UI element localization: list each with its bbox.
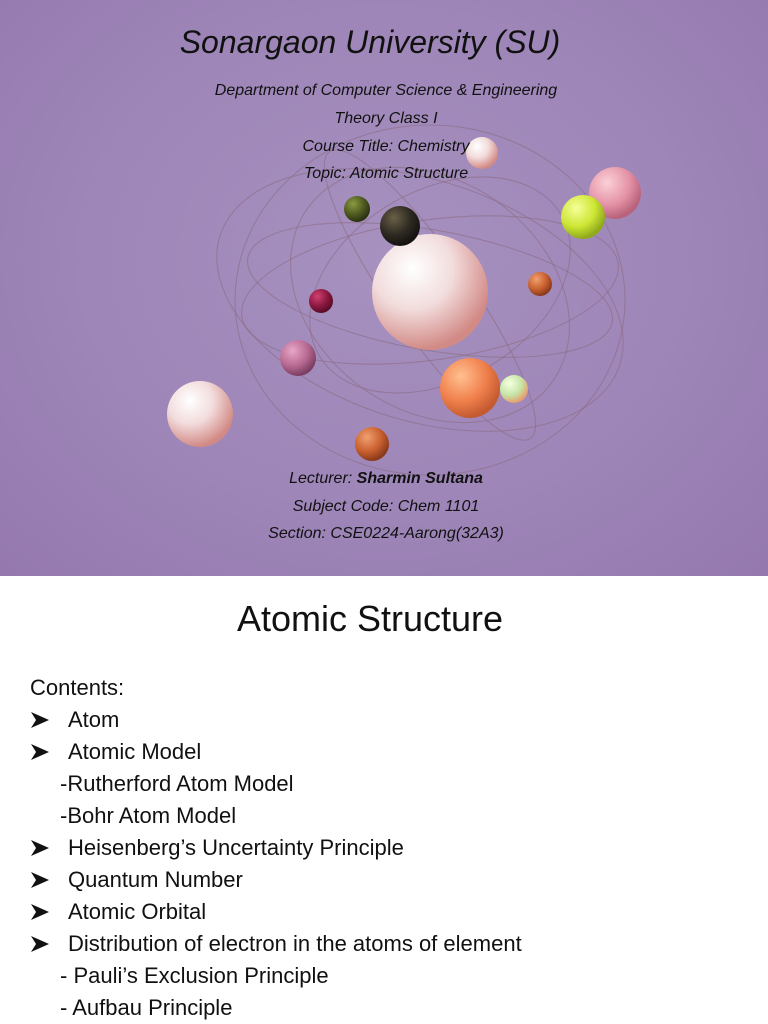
list-item-text: Quantum Number — [68, 867, 243, 892]
course-title-line: Course Title: Chemistry — [302, 138, 470, 155]
arrowhead-bullet-icon — [30, 871, 68, 889]
list-item-text: Atom — [68, 707, 120, 732]
contents-items — [30, 704, 522, 1024]
sub-list-item — [30, 960, 522, 992]
list-item-text: -Bohr Atom Model — [60, 803, 237, 828]
list-item-text: Atomic Model — [68, 739, 202, 764]
lecturer-name: Sharmin Sultana — [356, 470, 483, 487]
slide-title: Atomic Structure — [236, 598, 504, 639]
list-item-text: Distribution of electron in the atoms of element — [68, 931, 522, 956]
sub-list-item — [30, 992, 522, 1024]
class-line: Theory Class I — [334, 110, 438, 127]
university-name: Sonargaon University (SU) — [179, 24, 561, 60]
list-item-text: - Aufbau Principle — [60, 995, 233, 1020]
list-item — [30, 928, 522, 960]
list-item — [30, 736, 522, 768]
lecturer-label: Lecturer: — [289, 470, 357, 487]
list-item-text: -Rutherford Atom Model — [60, 771, 294, 796]
list-item-text: Atomic Orbital — [68, 899, 207, 924]
list-item — [30, 832, 522, 864]
contents-heading: Contents: — [30, 675, 125, 700]
list-item-text: - Pauli’s Exclusion Principle — [60, 963, 329, 988]
list-item — [30, 864, 522, 896]
topic-line: Topic: Atomic Structure — [303, 165, 469, 182]
arrowhead-bullet-icon — [30, 839, 68, 857]
section-line: Section: CSE0224-Aarong(32A3) — [268, 525, 504, 542]
contents-slide — [0, 576, 768, 1024]
arrowhead-bullet-icon — [30, 903, 68, 921]
arrowhead-bullet-icon — [30, 935, 68, 953]
list-item — [30, 896, 522, 928]
list-item-text: Heisenberg’s Uncertainty Principle — [68, 835, 404, 860]
department-line: Department of Computer Science & Engineering — [214, 82, 558, 99]
arrowhead-bullet-icon — [30, 743, 68, 761]
sub-list-item — [30, 768, 522, 800]
sub-list-item — [30, 800, 522, 832]
list-item — [30, 704, 522, 736]
lecturer-line — [0, 470, 768, 488]
contents-list — [30, 672, 522, 1024]
subject-code-line: Subject Code: Chem 1101 — [292, 498, 480, 515]
arrowhead-bullet-icon — [30, 711, 68, 729]
